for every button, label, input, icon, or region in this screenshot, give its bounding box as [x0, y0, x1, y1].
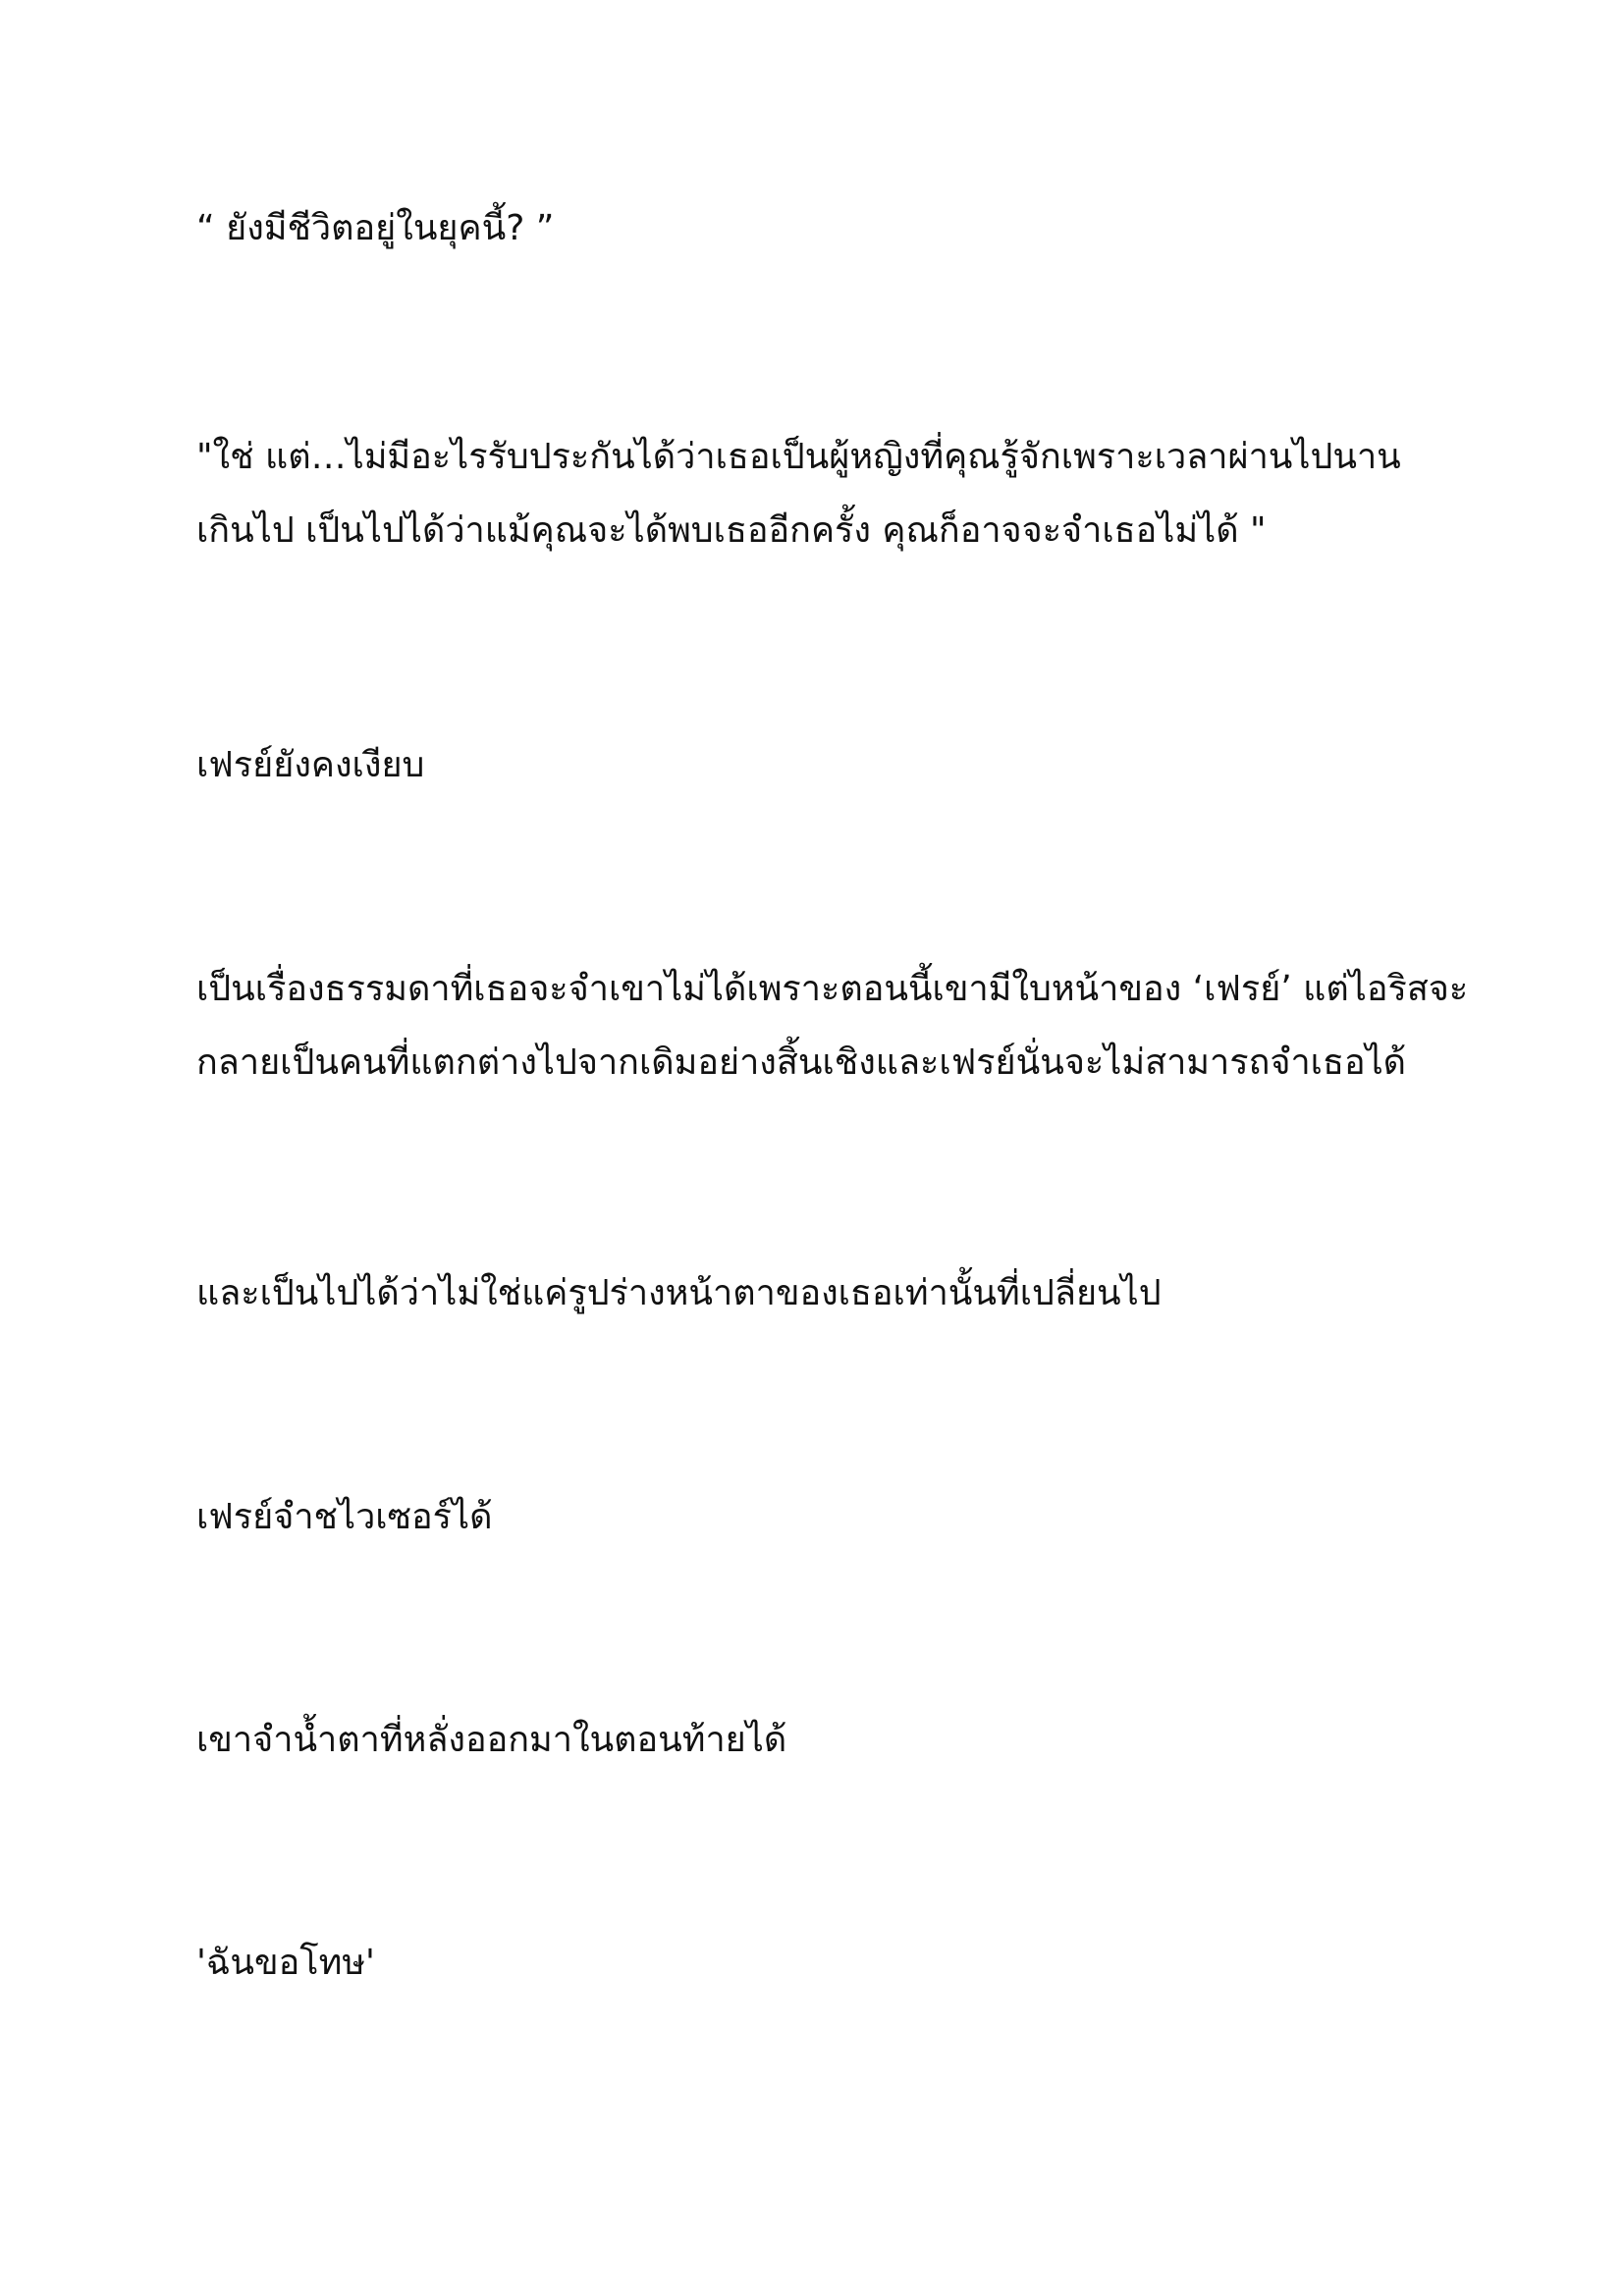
- text-line: เขาจำน้ำตาที่หลั่งออกมาในตอนท้ายได้: [196, 1720, 787, 1760]
- text-line: เฟรย์ยังคงเงียบ: [196, 745, 425, 785]
- text-line: เกินไป เป็นไปได้ว่าแม้คุณจะได้พบเธออีกครั้ง คุณก็อาจจะจำเธอไม่ได้ ": [196, 510, 1267, 551]
- paragraph-6: [196, 1480, 1473, 1554]
- text-line: 'ฉันขอโทษ': [196, 1943, 375, 1983]
- paragraph-1: [196, 191, 1473, 265]
- paragraph-8: [196, 1926, 1473, 2000]
- paragraph-4: [196, 952, 1473, 1099]
- text-line: กลายเป็นคนที่แตกต่างไปจากเดิมอย่างสิ้นเชิงและเฟรย์นั่นจะไม่สามารถจำเธอได้: [196, 1042, 1407, 1083]
- paragraph-5: [196, 1256, 1473, 1330]
- text-line: “ ยังมีชีวิตอยู่ในยุคนี้? ”: [196, 208, 555, 248]
- text-line: เฟรย์จำชไวเซอร์ได้: [196, 1497, 493, 1537]
- text-line: และเป็นไปได้ว่าไม่ใช่แค่รูปร่างหน้าตาของเธอเท่านั้นที่เปลี่ยนไป: [196, 1273, 1162, 1313]
- paragraph-2: [196, 420, 1473, 567]
- paragraph-7: [196, 1703, 1473, 1777]
- paragraph-3: [196, 728, 1473, 802]
- text-line: เป็นเรื่องธรรมดาที่เธอจะจำเขาไม่ได้เพราะตอนนี้เขามีใบหน้าของ ‘เฟรย์’ แต่ไอริสจะ: [196, 969, 1469, 1009]
- text-line: "ใช่ แต่…ไม่มีอะไรรับประกันได้ว่าเธอเป็นผู้หญิงที่คุณรู้จักเพราะเวลาผ่านไปนาน: [196, 437, 1401, 477]
